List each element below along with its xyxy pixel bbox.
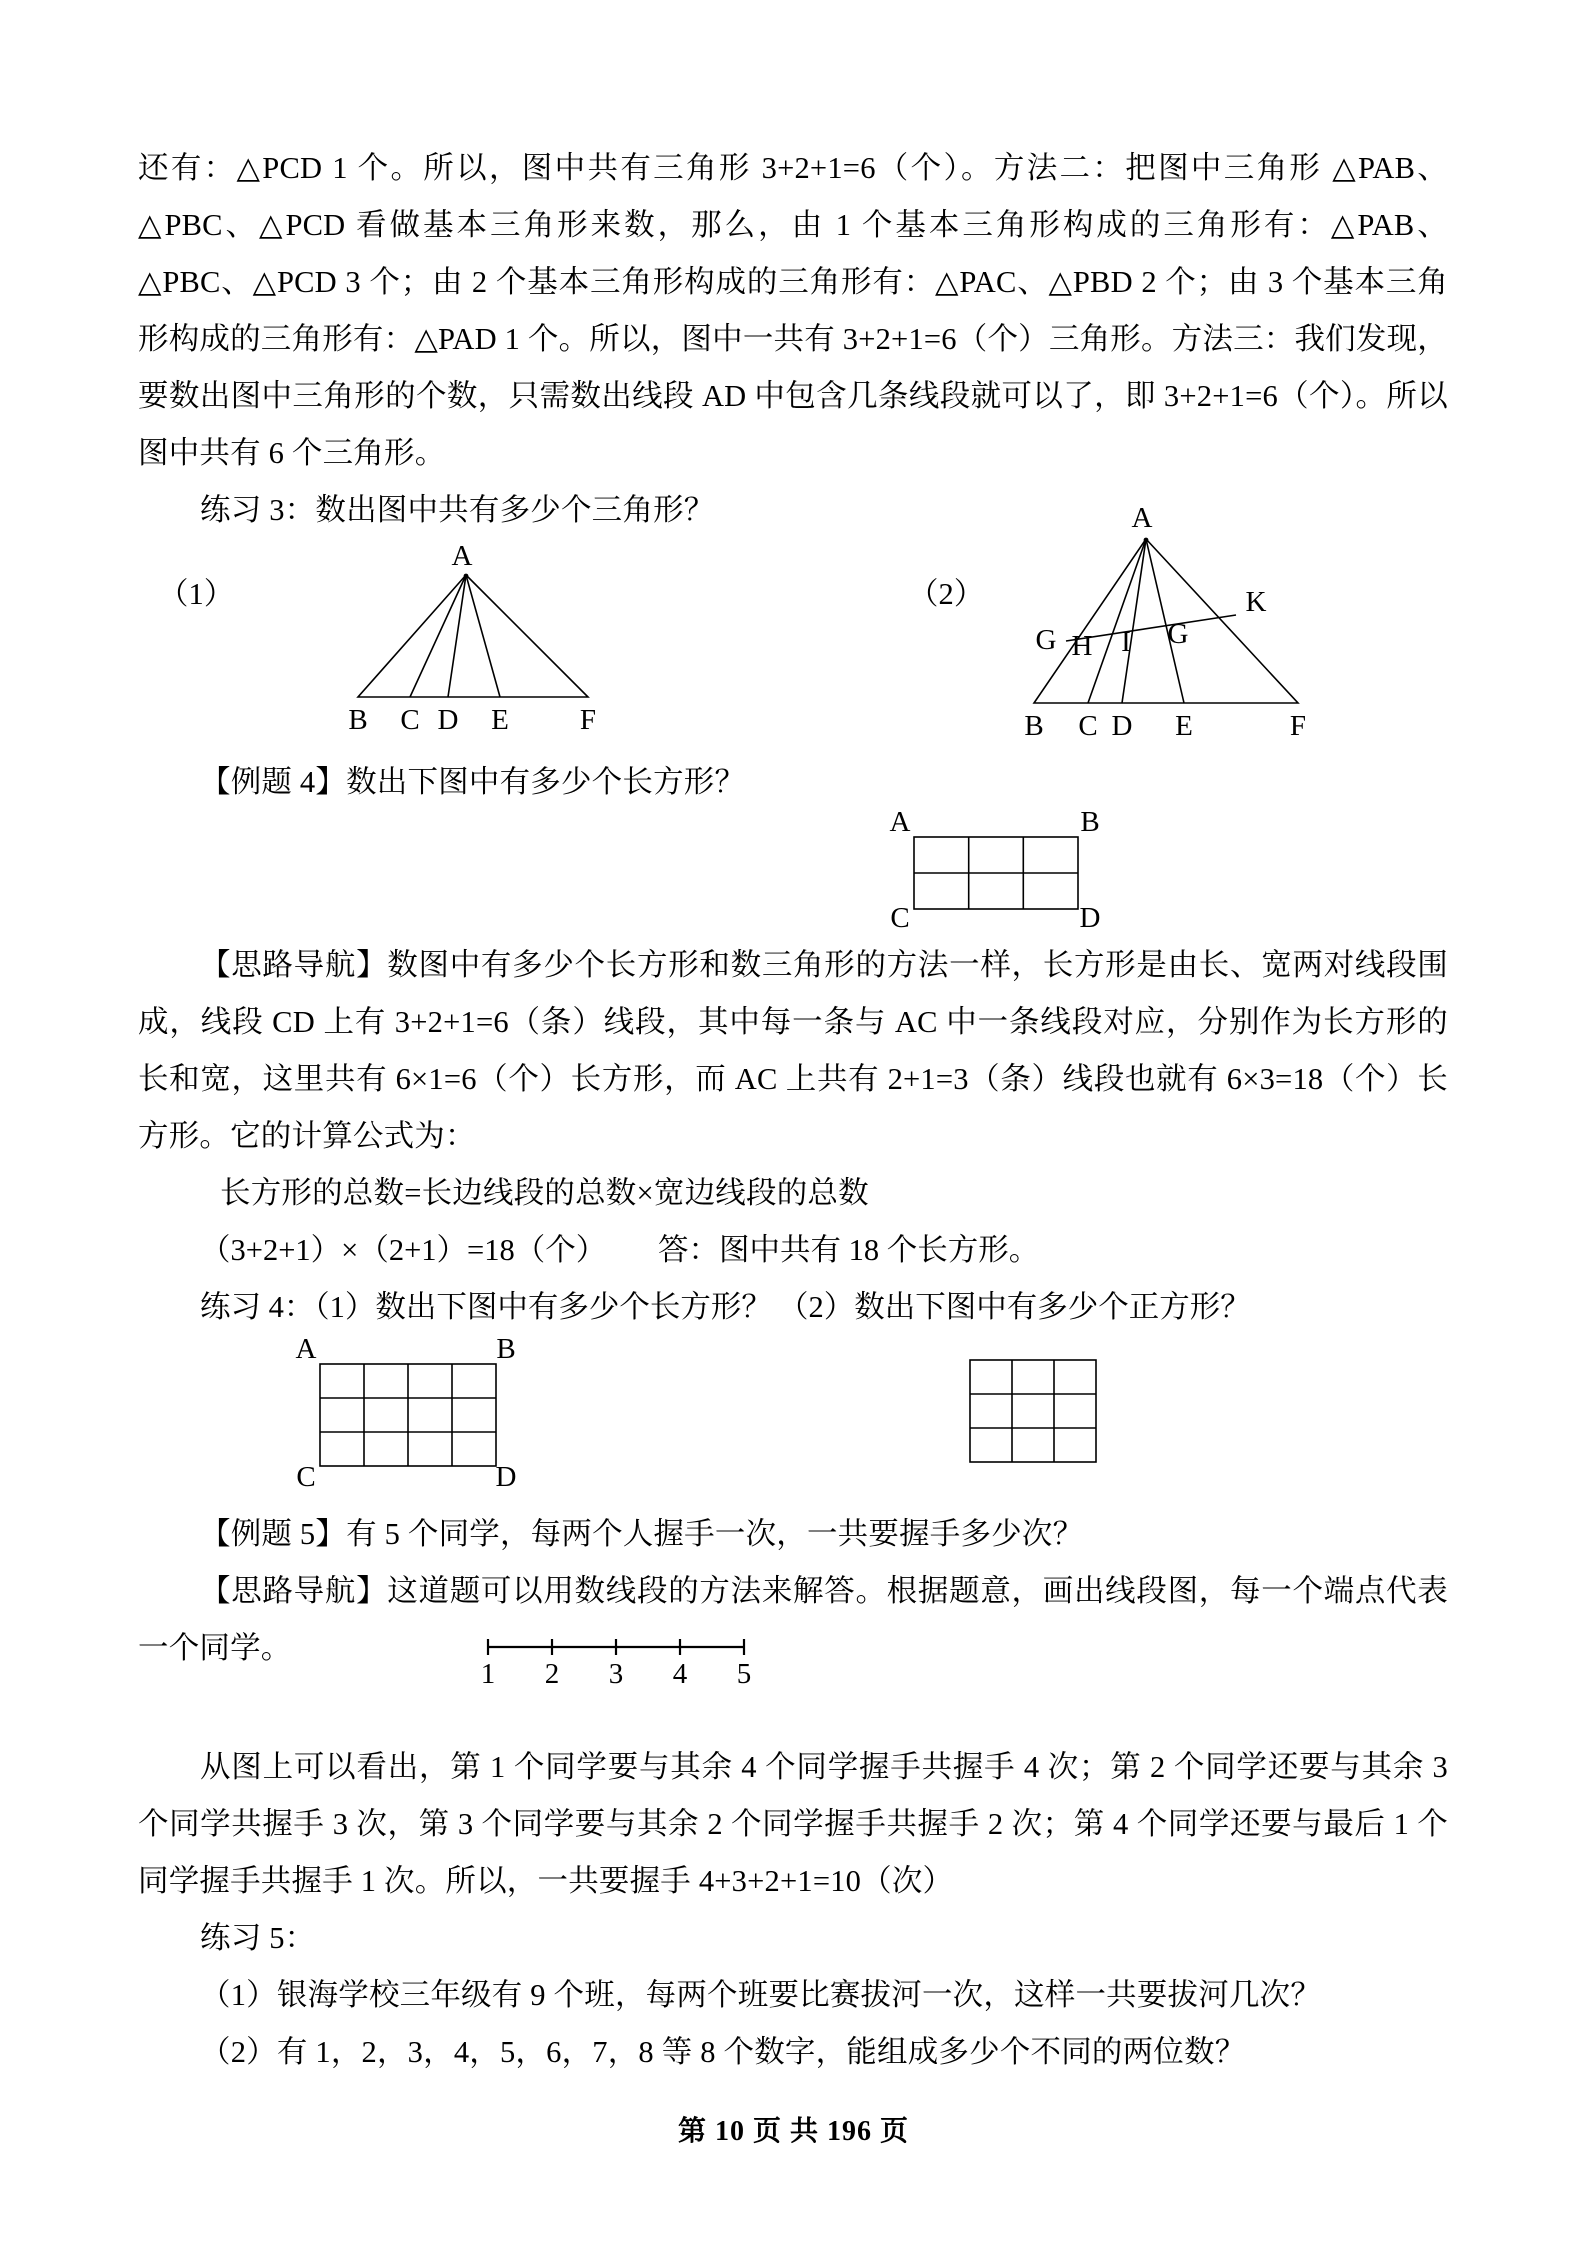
rectangle-count-formula: 长方形的总数=长边线段的总数×宽边线段的总数 bbox=[220, 1176, 869, 1210]
corner-label-B: B bbox=[1080, 806, 1100, 838]
vertex-label-C: C bbox=[1078, 710, 1098, 742]
paragraph-method-explanation: 还有：△PCD 1 个。所以，图中共有三角形 3+2+1=6（个）。方法二：把图中三角形 △PAB、△PBC、△PCD 看做基本三角形来数，那么，由 1 个基本三角形构成的三角形有：△PAB、△PBC、△PCD 3 个；由 2 个基本三角形构成的三角形有：△PAC、△PBD 2 个；由 3 个基本三角形构成的三角形有：△PAD 1 个。所以，图中一共有 3+2+1=6（个）三角形。方法三：我们发现，要数出图中三角形的个数，只需数出线段 AD 中包含几条线段就可以了，即 3+2+1=6（个）。所以图中共有 6 个三角形。 bbox=[138, 151, 1448, 470]
exercise-5-title: 练习 5： bbox=[200, 1921, 316, 1955]
exercise-5-question-2: （2）有 1，2，3，4，5，6，7，8 等 8 个数字，能组成多少个不同的两位数？ bbox=[200, 2035, 1246, 2069]
answer-line: 答：图中共有 18 个长方形。 bbox=[658, 1233, 1040, 1267]
corner-label-D: D bbox=[495, 1461, 517, 1493]
exercise-3-figure-2 bbox=[998, 499, 1328, 749]
point-label-G-left: G bbox=[1035, 624, 1057, 656]
vertex-label-E: E bbox=[1175, 710, 1193, 742]
exercise-4-figures bbox=[138, 1333, 1448, 1506]
point-label-K: K bbox=[1245, 586, 1267, 618]
corner-label-B: B bbox=[496, 1333, 516, 1365]
page-content bbox=[138, 140, 1448, 2081]
vertex-label-B: B bbox=[1024, 710, 1044, 742]
vertex-label-D: D bbox=[1111, 710, 1133, 742]
corner-label-C: C bbox=[890, 902, 910, 934]
vertex-label-B: B bbox=[348, 704, 368, 736]
page-footer: 第 10 页 共 196 页 bbox=[677, 2116, 909, 2147]
exercise-3-figure-2-label: （2） bbox=[908, 577, 985, 611]
point-label-H: H bbox=[1071, 630, 1093, 662]
numberline-tick-2: 2 bbox=[544, 1658, 560, 1690]
example-4-figure bbox=[138, 806, 1448, 934]
exercise-3-figure-1-label: （1） bbox=[158, 577, 235, 611]
corner-label-A: A bbox=[295, 1333, 317, 1365]
example-5-guide: 【思路导航】这道题可以用数线段的方法来解答。根据题意，画出线段图，每一个端点代表一个同学。 bbox=[138, 1574, 1448, 1665]
exercise-5-question-1: （1）银海学校三年级有 9 个班，每两个班要比赛拔河一次，这样一共要拔河几次？ bbox=[200, 1978, 1322, 2012]
corner-label-A: A bbox=[889, 806, 911, 838]
vertex-label-F: F bbox=[1289, 710, 1307, 742]
exercise-4-question-1: 练习 4：（1）数出下图中有多少个长方形？ bbox=[200, 1290, 772, 1324]
example-4-guide: 【思路导航】数图中有多少个长方形和数三角形的方法一样，长方形是由长、宽两对线段围成，线段 CD 上有 3+2+1=6（条）线段，其中每一条与 AC 中一条线段对应，分别作为长方形的长和宽，这里共有 6×1=6（个）长方形，而 AC 上共有 2+1=3（条）线段也就有 6×3=18（个）长方形。它的计算公式为： bbox=[138, 948, 1448, 1153]
vertex-label-D: D bbox=[437, 704, 459, 736]
example-5-explanation: 从图上可以看出，第 1 个同学要与其余 4 个同学握手共握手 4 次；第 2 个同学还要与其余 3 个同学共握手 3 次，第 3 个同学要与其余 2 个同学握手共握手 2 次；第 4 个同学还要与最后 1 个同学握手共握手 1 次。所以，一共要握手 4+3+2+1=10（次） bbox=[138, 1750, 1448, 1898]
vertex-label-A: A bbox=[1131, 502, 1153, 534]
numberline-tick-5: 5 bbox=[736, 1658, 752, 1690]
exercise-3-figure-1 bbox=[338, 539, 638, 744]
corner-label-C: C bbox=[296, 1461, 316, 1493]
vertex-label-E: E bbox=[491, 704, 509, 736]
calculation-answer-row bbox=[138, 1222, 1448, 1279]
numberline-tick-1: 1 bbox=[480, 1658, 496, 1690]
vertex-label-C: C bbox=[400, 704, 420, 736]
calculation-line: （3+2+1）×（2+1）=18（个） bbox=[200, 1233, 607, 1267]
numberline bbox=[468, 1629, 768, 1691]
vertex-label-A: A bbox=[451, 540, 473, 572]
exercise-4-questions bbox=[138, 1279, 1448, 1336]
corner-label-D: D bbox=[1079, 902, 1101, 934]
vertex-label-F: F bbox=[579, 704, 597, 736]
numberline-tick-3: 3 bbox=[608, 1658, 624, 1690]
example-4-title: 【例题 4】数出下图中有多少个长方形？ bbox=[200, 765, 746, 799]
point-label-G-right: G bbox=[1167, 618, 1189, 650]
example-5-title: 【例题 5】有 5 个同学，每两个人握手一次，一共要握手多少次？ bbox=[200, 1517, 1084, 1551]
numberline-tick-4: 4 bbox=[672, 1658, 688, 1690]
exercise-4-square-grid bbox=[948, 1344, 1148, 1494]
example-4-rectangle-grid bbox=[878, 806, 1128, 934]
point-label-I: I bbox=[1121, 626, 1131, 658]
exercise-4-question-2: （2）数出下图中有多少个正方形？ bbox=[778, 1290, 1251, 1324]
exercise-3-title: 练习 3：数出图中共有多少个三角形？ bbox=[200, 493, 715, 527]
exercise-4-rectangle-grid bbox=[288, 1333, 568, 1501]
example-5-numberline-figure bbox=[138, 1658, 1448, 1739]
